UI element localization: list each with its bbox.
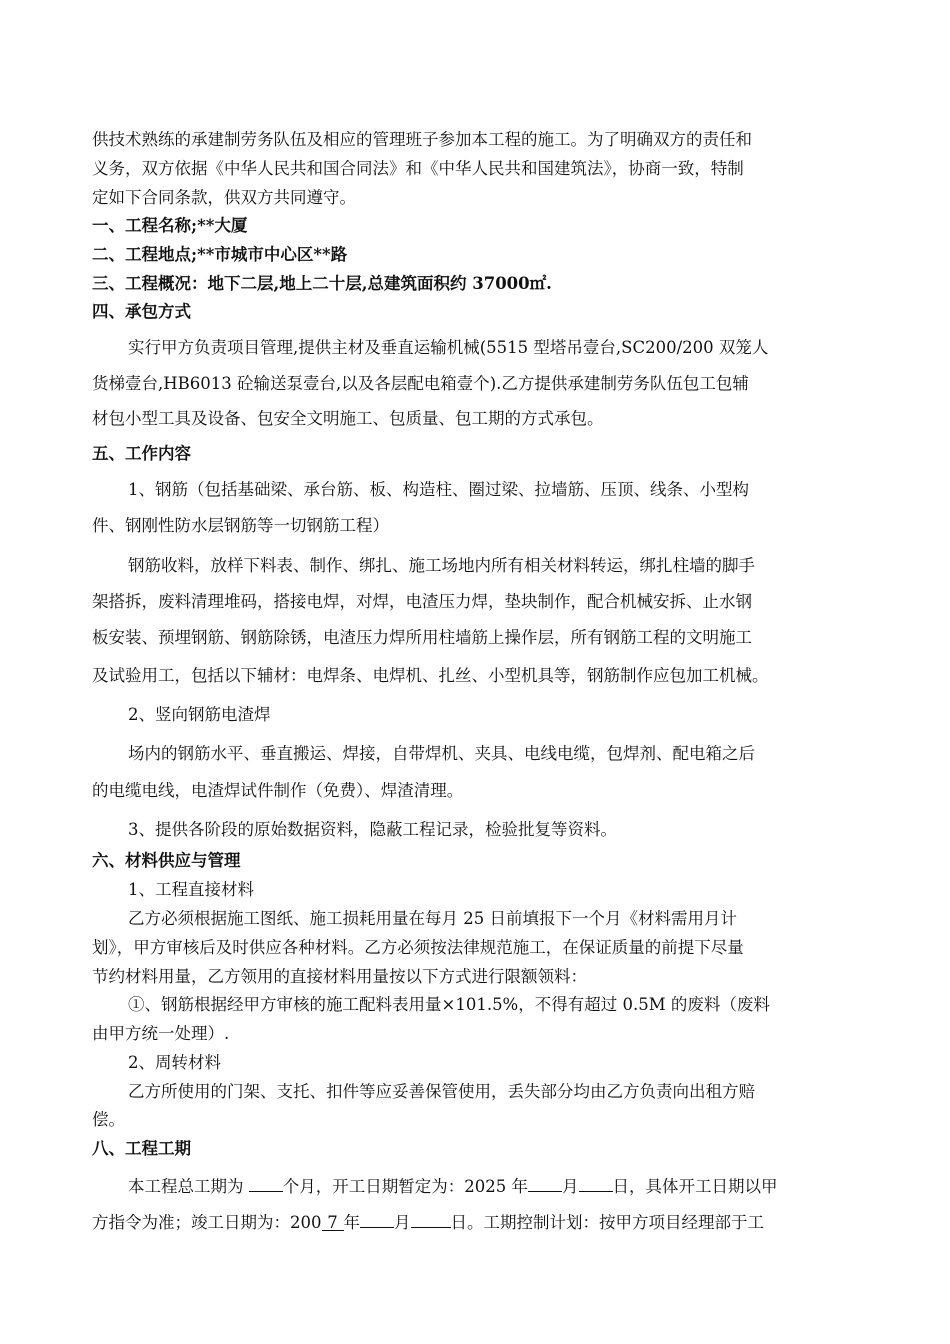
completion-day-blank xyxy=(411,1210,451,1228)
section-6-sub-2-line-1: 乙方所使用的门架、支托、扣件等应妥善保管使用，丢失部分均由乙方负责向出租方赔 xyxy=(128,1082,755,1101)
schedule-text-2d: 月 xyxy=(394,1213,411,1232)
item-2-desc-line-1: 场内的钢筋水平、垂直搬运、焊接，自带焊机、夹具、电线电缆，包焊剂、配电箱之后 xyxy=(128,744,755,763)
rule-1-line-1: ①、钢筋根据经甲方审核的施工配料表用量×101.5%，不得有超过 0.5M 的废料（废料 xyxy=(128,995,770,1014)
schedule-line-2 xyxy=(92,1210,764,1233)
schedule-text-1d: 日，具体开工日期以甲 xyxy=(612,1177,778,1196)
start-day-blank xyxy=(579,1174,613,1192)
item-1-desc-line-2: 架搭拆，废料清理堆码，搭接电焊，对焊，电渣压力焊，垫块制作，配合机械安拆、止水钢 xyxy=(92,592,752,611)
section-5-title: 五、工作内容 xyxy=(92,444,191,463)
intro-line-2: 义务，双方依据《中华人民共和国合同法》和《中华人民共和国建筑法》，协商一致，特制 xyxy=(92,159,744,178)
item-3: 3、提供各阶段的原始数据资料，隐蔽工程记录，检验批复等资料。 xyxy=(128,820,617,839)
section-8-title: 八、工程工期 xyxy=(92,1139,191,1158)
section-6-sub-1-line-1: 乙方必须根据施工图纸、施工损耗用量在每月 25 日前填报下一个月《材料需用月计 xyxy=(128,909,737,928)
schedule-line-1 xyxy=(128,1174,778,1197)
item-1-line-2: 件、钢刚性防水层钢筋等一切钢筋工程） xyxy=(92,516,389,535)
section-6-sub-1-line-3: 节约材料用量，乙方领用的直接材料用量按以下方式进行限额领料： xyxy=(92,967,587,986)
start-month-blank xyxy=(528,1174,562,1192)
section-4-line-2: 货梯壹台,HB6013 砼输送泵壹台,以及各层配电箱壹个).乙方提供承建制劳务队伍包工包辅 xyxy=(92,374,749,393)
section-4-line-1: 实行甲方负责项目管理,提供主材及垂直运输机械(5515 型塔吊壹台,SC200/200 双笼人 xyxy=(128,338,769,357)
section-3-project-overview: 三、工程概况：地下二层,地上二十层,总建筑面积约 37000㎡. xyxy=(92,274,552,293)
section-6-sub-2-line-2: 偿。 xyxy=(92,1110,125,1129)
item-1-line-1: 1、钢筋（包括基础梁、承台筋、板、构造柱、圈过梁、拉墙筋、压顶、线条、小型构 xyxy=(128,480,749,499)
intro-line-3: 定如下合同条款，供双方共同遵守。 xyxy=(92,188,356,207)
section-1-project-name: 一、工程名称;**大厦 xyxy=(92,216,248,235)
item-1-desc-line-3: 板安装、预埋钢筋、钢筋除锈，电渣压力焊所用柱墙筋上操作层，所有钢筋工程的文明施工 xyxy=(92,628,752,647)
schedule-text-1a: 本工程总工期为 xyxy=(128,1177,249,1196)
completion-month-blank xyxy=(360,1210,394,1228)
total-months-blank xyxy=(249,1174,283,1192)
item-1-desc-line-1: 钢筋收料，放样下料表、制作、绑扎、施工场地内所有相关材料转运，绑扎柱墙的脚手 xyxy=(128,556,755,575)
section-4-line-3: 材包小型工具及设备、包安全文明施工、包质量、包工期的方式承包。 xyxy=(92,409,604,428)
item-1-desc-line-4: 及试验用工，包括以下辅材：电焊条、电焊机、扎丝、小型机具等，钢筋制作应包加工机械。 xyxy=(92,666,769,685)
section-4-title: 四、承包方式 xyxy=(92,302,191,321)
completion-year-blank: 7 xyxy=(322,1213,344,1231)
rule-1-line-2: 由甲方统一处理）. xyxy=(92,1024,230,1043)
schedule-text-2e: 日。工期控制计划：按甲方项目经理部于工 xyxy=(450,1213,764,1232)
item-2-desc-line-2: 的电缆电线，电渣焊试件制作（免费）、焊渣清理。 xyxy=(92,781,464,800)
section-6-sub-1-line-2: 划》，甲方审核后及时供应各种材料。乙方必须按法律规范施工，在保证质量的前提下尽量 xyxy=(92,938,744,957)
section-6-sub-2: 2、周转材料 xyxy=(128,1053,221,1072)
schedule-text-1b: 个月，开工日期暂定为：2025 年 xyxy=(282,1177,528,1196)
schedule-text-1c: 月 xyxy=(562,1177,579,1196)
section-6-sub-1: 1、工程直接材料 xyxy=(128,880,254,899)
schedule-text-2c: 年 xyxy=(343,1213,360,1232)
intro-line-1: 供技术熟练的承建制劳务队伍及相应的管理班子参加本工程的施工。为了明确双方的责任和 xyxy=(92,130,752,149)
item-2-title: 2、竖向钢筋电渣焊 xyxy=(128,705,271,724)
section-2-project-location: 二、工程地点;**市城市中心区**路 xyxy=(92,245,348,264)
schedule-text-2a: 方指令为准；竣工日期为：200 xyxy=(92,1213,322,1232)
section-6-title: 六、材料供应与管理 xyxy=(92,851,241,870)
